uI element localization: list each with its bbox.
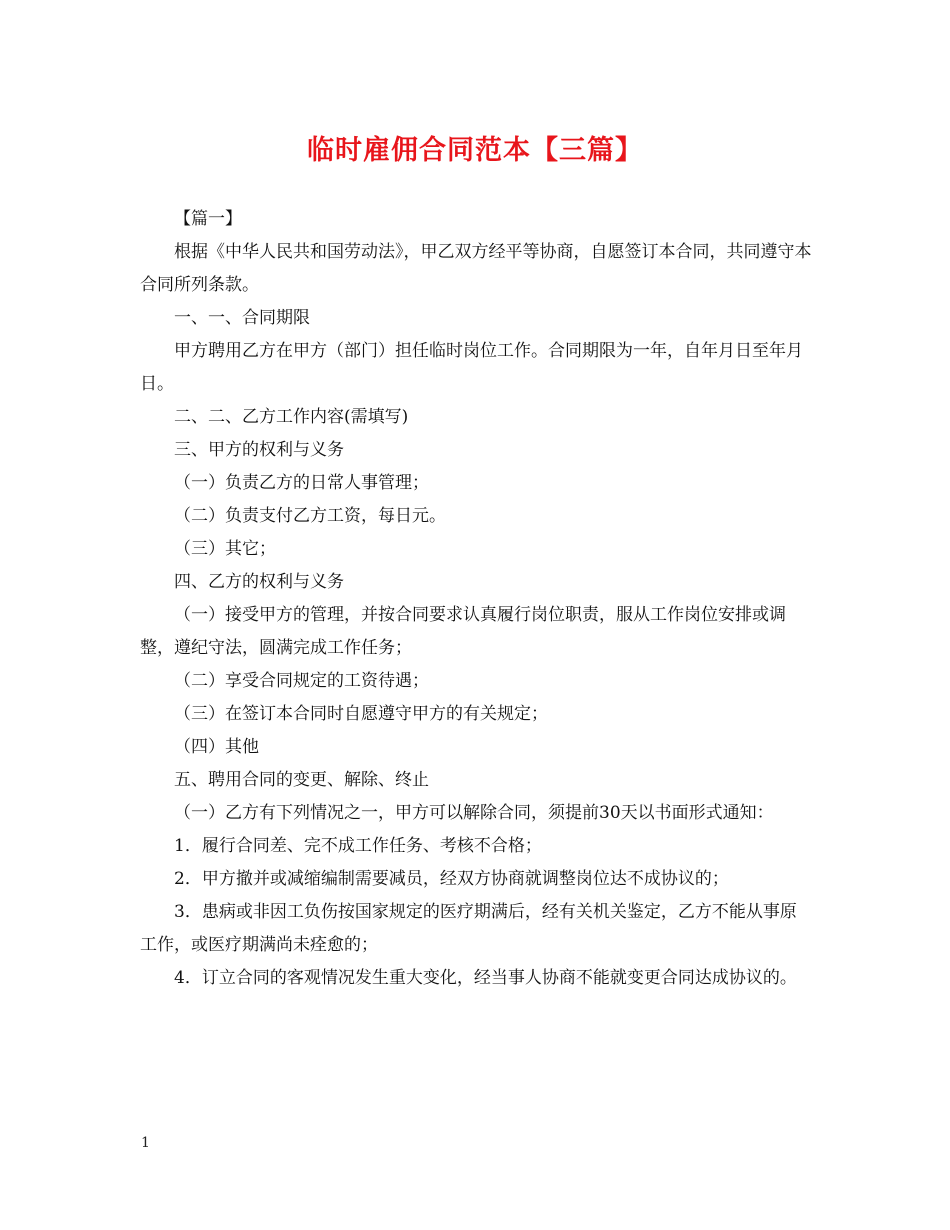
list-item: （三）其它； — [174, 539, 276, 559]
document-title: 临时雇佣合同范本【三篇】 — [307, 135, 643, 166]
page-number: 1 — [141, 1135, 150, 1151]
clause-heading: 五、聘用合同的变更、解除、终止 — [174, 770, 429, 790]
list-item: （一）乙方有下列情况之一，甲方可以解除合同，须提前30天以书面形式通知： — [174, 803, 774, 823]
numbered-item: 3．患病或非因工负伤按国家规定的医疗期满后，经有关机关鉴定，乙方不能从事原工作，或医疗期满尚未痊愈的； — [140, 902, 797, 955]
clause-heading: 四、乙方的权利与义务 — [174, 572, 344, 592]
list-item: （三）在签订本合同时自愿遵守甲方的有关规定； — [174, 704, 548, 724]
section-heading: 【篇一】 — [174, 209, 242, 229]
numbered-item: 4．订立合同的客观情况发生重大变化，经当事人协商不能就变更合同达成协议的。 — [174, 968, 797, 988]
document-body — [140, 203, 812, 995]
numbered-item: 1．履行合同差、完不成工作任务、考核不合格； — [174, 836, 542, 856]
list-item: （一）接受甲方的管理，并按合同要求认真履行岗位职责，服从工作岗位安排或调整，遵纪守法，圆满完成工作任务； — [140, 605, 786, 658]
paragraph: 甲方聘用乙方在甲方（部门）担任临时岗位工作。合同期限为一年，自年月日至年月日。 — [140, 341, 803, 394]
paragraph: 根据《中华人民共和国劳动法》，甲乙双方经平等协商，自愿签订本合同，共同遵守本合同所列条款。 — [140, 242, 812, 295]
clause-heading: 一、一、合同期限 — [174, 308, 310, 328]
list-item: （二）负责支付乙方工资，每日元。 — [174, 506, 446, 526]
numbered-item: 2．甲方撤并或减缩编制需要减员，经双方协商就调整岗位达不成协议的； — [174, 869, 729, 889]
list-item: （二）享受合同规定的工资待遇； — [174, 671, 429, 691]
clause-heading: 三、甲方的权利与义务 — [174, 440, 344, 460]
list-item: （四）其他 — [174, 737, 259, 757]
list-item: （一）负责乙方的日常人事管理； — [174, 473, 429, 493]
clause-heading: 二、二、乙方工作内容(需填写) — [174, 407, 409, 427]
